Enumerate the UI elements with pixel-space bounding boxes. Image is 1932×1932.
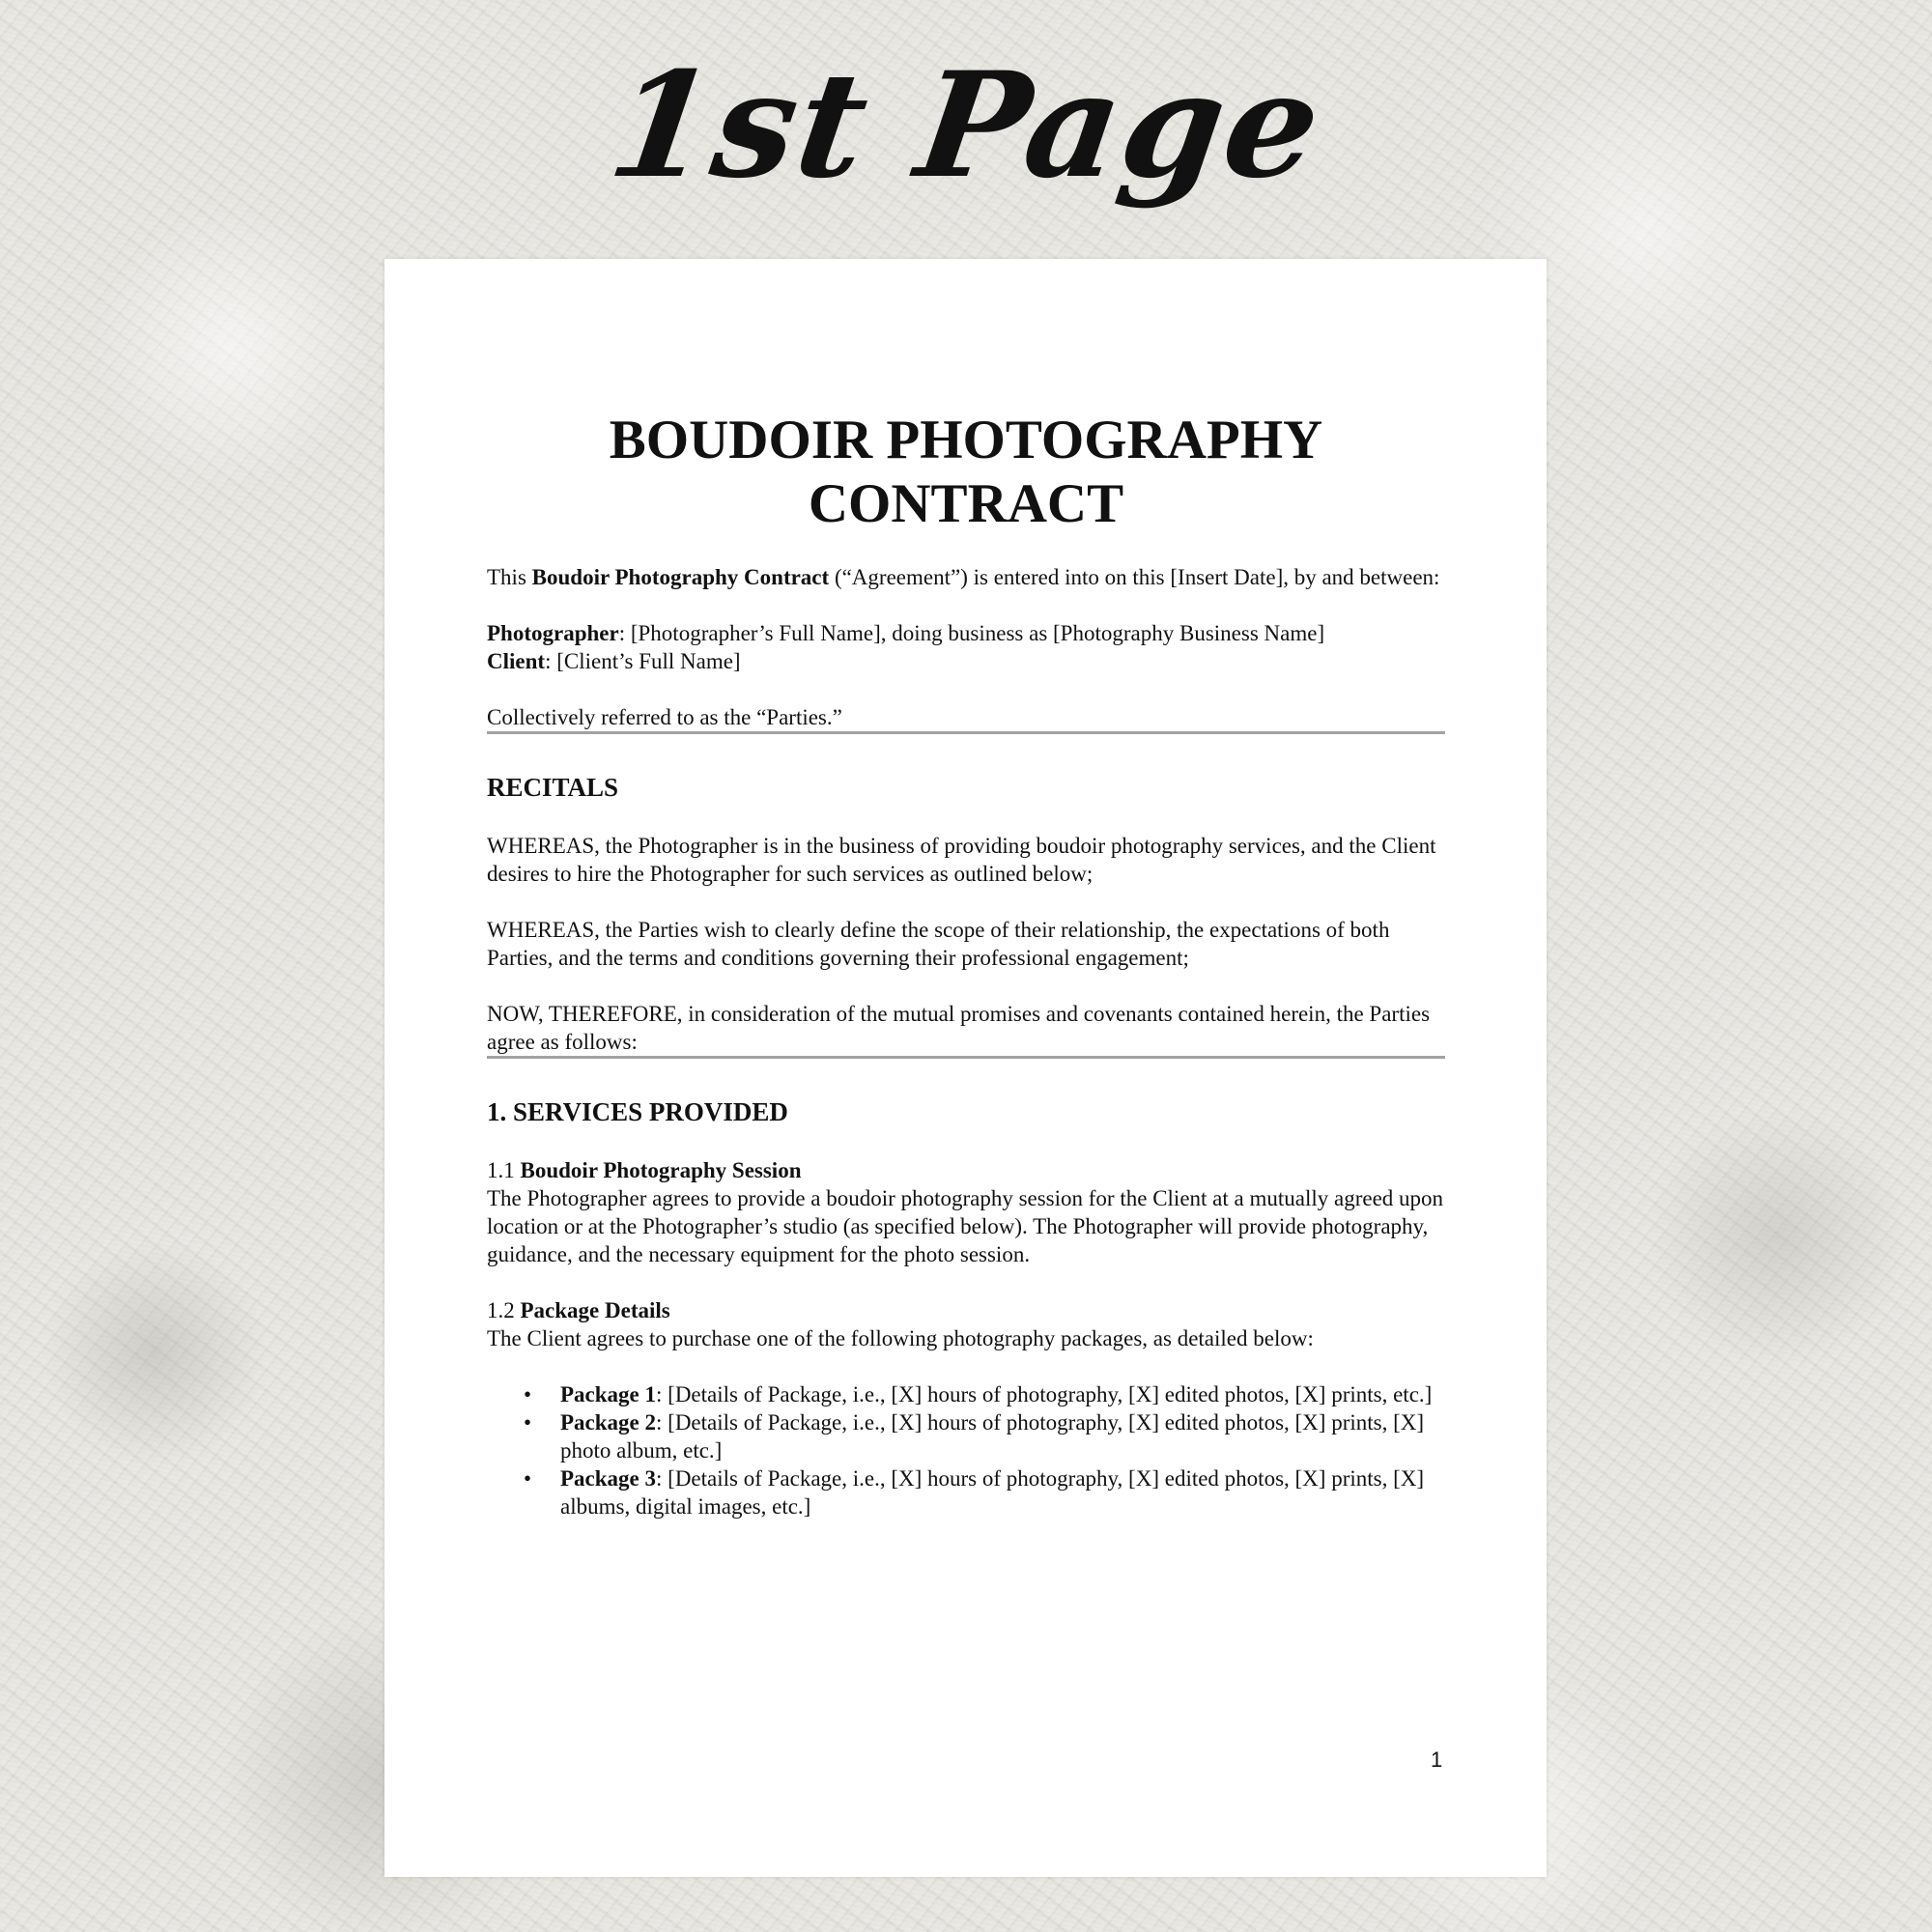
subsection-1-1-heading — [487, 1156, 1445, 1184]
intro-rest: (“Agreement”) is entered into on this [Insert Date], by and between: — [829, 565, 1440, 589]
client-label: Client — [487, 649, 546, 673]
subsection-1-2-body: The Client agrees to purchase one of the following photography packages, as detailed below: — [487, 1326, 1314, 1350]
list-item — [524, 1408, 1445, 1464]
subsection-number: 1.2 — [487, 1298, 521, 1322]
photographer-line — [487, 619, 1445, 647]
package-text: : [Details of Package, i.e., [X] hours of photography, [X] edited photos, [X] prints, [X] photo album, etc.] — [560, 1410, 1425, 1463]
package-text: : [Details of Package, i.e., [X] hours of photography, [X] edited photos, [X] prints, etc.] — [656, 1382, 1433, 1406]
photographer-label: Photographer — [487, 621, 619, 645]
recitals-heading: RECITALS — [487, 773, 619, 802]
client-line — [487, 647, 1445, 675]
list-item — [524, 1464, 1445, 1520]
package-label: Package 3 — [560, 1466, 657, 1491]
recital-paragraph: NOW, THEREFORE, in consideration of the mutual promises and covenants contained herein, the Parties agree as follows: — [487, 1002, 1431, 1054]
recital-paragraph: WHEREAS, the Parties wish to clearly define the scope of their relationship, the expectations of both Parties, and the terms and conditions governing their professional engagement; — [487, 918, 1390, 970]
page-heading-script: 1st Page — [600, 41, 1332, 211]
package-list — [487, 1380, 1445, 1520]
divider — [487, 731, 1445, 734]
subsection-1-1-body: The Photographer agrees to provide a boudoir photography session for the Client at a mutually agreed upon location or at the Photographer’s studio (as specified below). The Photographer will provide photography, guidance, and the necessary equipment for the photo session. — [487, 1186, 1444, 1266]
package-label: Package 2 — [560, 1410, 657, 1435]
subsection-title: Boudoir Photography Session — [520, 1158, 802, 1182]
divider — [487, 1056, 1445, 1059]
intro-contract-name: Boudoir Photography Contract — [531, 565, 830, 589]
document-page — [384, 259, 1547, 1877]
document-content — [487, 409, 1445, 1520]
subsection-title: Package Details — [520, 1298, 670, 1322]
page-number: 1 — [1431, 1747, 1443, 1772]
recital-paragraph: WHEREAS, the Photographer is in the business of providing boudoir photography services, and the Client desires to hire the Photographer for such services as outlined below; — [487, 834, 1436, 886]
client-value: : [Client’s Full Name] — [545, 649, 741, 673]
bullet-icon: • — [524, 1382, 532, 1406]
intro-prefix: This — [487, 565, 532, 589]
subsection-number: 1.1 — [487, 1158, 521, 1182]
document-title: BOUDOIR PHOTOGRAPHY CONTRACT — [609, 410, 1323, 534]
package-text: : [Details of Package, i.e., [X] hours of photography, [X] edited photos, [X] prints, [X] albums, digital images, etc.] — [560, 1466, 1425, 1519]
bullet-icon: • — [524, 1466, 532, 1491]
list-item — [524, 1380, 1445, 1408]
package-label: Package 1 — [560, 1382, 657, 1406]
collectively-line: Collectively referred to as the “Parties.” — [487, 705, 842, 729]
photographer-value: : [Photographer’s Full Name], doing business as [Photography Business Name] — [618, 621, 1325, 645]
bullet-icon: • — [524, 1410, 532, 1435]
intro-paragraph — [487, 563, 1445, 591]
section-1-heading: 1. SERVICES PROVIDED — [487, 1097, 788, 1126]
subsection-1-2-heading — [487, 1296, 1445, 1324]
